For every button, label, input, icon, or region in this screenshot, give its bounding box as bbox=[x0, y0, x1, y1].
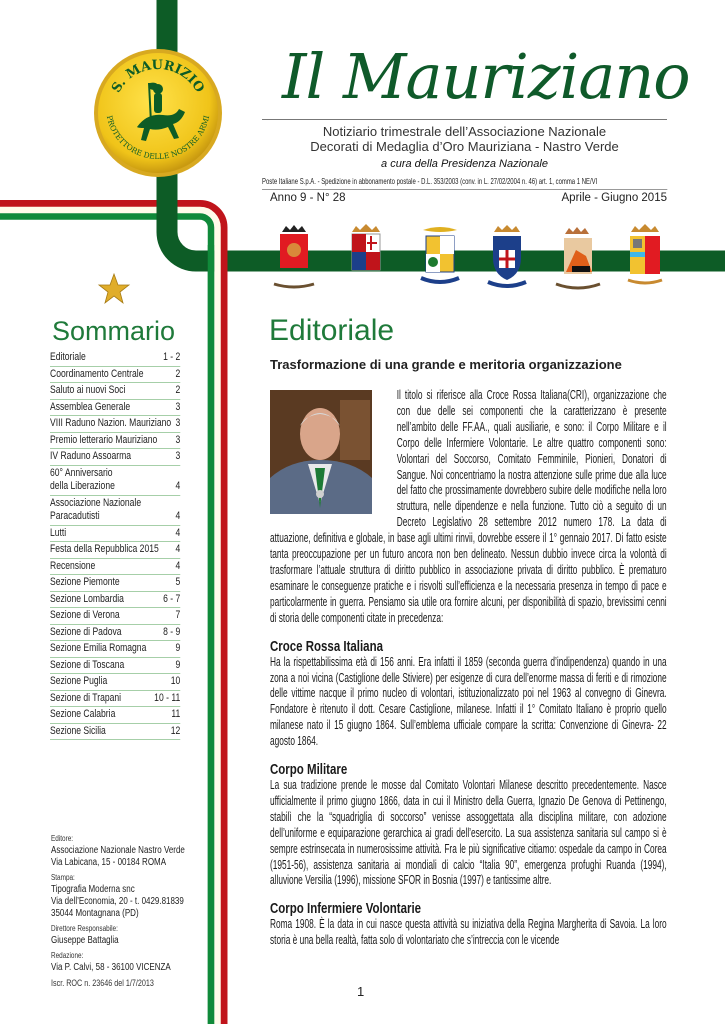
publication-credits bbox=[51, 830, 203, 989]
toc-item[interactable] bbox=[50, 707, 180, 724]
toc-item-page: 10 bbox=[170, 675, 181, 687]
toc-item-page: 3 bbox=[175, 400, 181, 413]
toc-item[interactable] bbox=[50, 526, 180, 543]
article-heading: Editoriale bbox=[269, 314, 395, 347]
toc-item-label: Sezione di Trapani bbox=[50, 691, 122, 704]
carabinieri-coat-of-arms-icon bbox=[484, 222, 530, 298]
toc-item[interactable] bbox=[50, 350, 180, 367]
toc-item-label: Associazione Nazionale Paracadutisti bbox=[50, 496, 142, 522]
toc-item-label: Festa della Repubblica 2015 bbox=[50, 543, 159, 555]
toc-item-page: 11 bbox=[171, 708, 181, 720]
toc-item-label: Sezione di Toscana bbox=[50, 658, 125, 671]
toc-item[interactable] bbox=[50, 416, 180, 433]
toc-item[interactable] bbox=[50, 575, 180, 592]
section-paragraph: Ha la rispettabilissima età di 156 anni. Era infatti il 1859 (seconda guerra d’indipendenza) quando in una zona a noi vicina (Castiglione delle Stiviere) per esigenze di cura dell’enorme massa di feriti e di rimozione delle vittime nacque il primo nucleo di volontari, istituzionalizzato poi nel 1963 al convegno di Ginevra. Fondatore è ritenuto il dott. Cesare Castiglione, milanese. Infatti il 1° Comitato Italiano è proprio quello milanese nato il 15 giugno 1864. Sull’emblema ufficiale compare la scritta: Convenzione di Ginevra- 22 agosto 1864. bbox=[270, 654, 667, 749]
toc-item-label: Sezione Emilia Romagna bbox=[50, 642, 147, 654]
toc-item-page: 4 bbox=[175, 510, 181, 522]
postal-notice: Poste Italiane S.p.A. - Spedizione in abbonamento postale - D.L. 353/2003 (conv. in L. 27/02/2004 n. 46) art. 1, comma 1 NE/VI bbox=[262, 176, 667, 190]
table-of-contents bbox=[50, 350, 180, 740]
toc-item[interactable] bbox=[50, 625, 180, 642]
editor-label: Editore: bbox=[51, 834, 74, 843]
police-coat-of-arms-icon bbox=[622, 222, 668, 298]
article-intro: Il titolo si riferisce alla Croce Rossa Italiana(CRI), organizzazione che con due delle sei componenti che la caratterizzano è presente nell’ambito delle FF.AA., quali ausiliarie, e sono: il Corpo Militare e il Corpo delle Infermiere Volontarie. Le altre quattro componenti sono: Volontari del Soccorso, Comitato Femminile, Pionieri, Donatori di Sangue. Noi concentriamo la nostra attenzione sulle prime due alla luce del fatto che prossimamente dovrebbero subire delle modifiche nella loro struttura, nelle dipendenze e nella funzione. Tutto ciò a seguito di un Decreto Legislativo 28 settembre 2012 numero 178. La data di attuazione, definitiva e globale, in base agli ultimi rinvii, dovrebbe essere il 1° gennaio 2017. Di fatto esiste tanta preoccupazione per un futuro ancora non ben delineato. Nessun dubbio invece circa la volontà di trasformare l’attuale struttura di diritto pubblico in associazione privata di diritto pubblico. È prematuro esaminare le conseguenze pratiche e i risvolti sull’efficienza e la necessaria presenza in tempo di pace e particolarmente in guerra. Pensiamo sia utile ora fornire alcuni, per disponibilità di spazio, brevissimi cenni di storia delle componenti citate in precedenza: bbox=[270, 388, 667, 625]
toc-item-page: 9 bbox=[175, 658, 181, 671]
redaction-address: Via P. Calvi, 58 - 36100 VICENZA bbox=[51, 962, 171, 973]
coats-of-arms-row bbox=[262, 222, 682, 302]
toc-item[interactable] bbox=[50, 559, 180, 576]
issue-period: Aprile - Giugno 2015 bbox=[561, 192, 667, 204]
toc-item-page: 3 bbox=[175, 433, 181, 446]
toc-item[interactable] bbox=[50, 496, 180, 526]
toc-item-label: Sezione di Padova bbox=[50, 625, 122, 638]
article-subheading: Trasformazione di una grande e meritoria organizzazione bbox=[270, 357, 622, 372]
toc-item-label: IV Raduno Assoarma bbox=[50, 450, 132, 462]
director-name: Giuseppe Battaglia bbox=[51, 935, 119, 946]
toc-item-page: 4 bbox=[175, 480, 181, 492]
toc-item[interactable] bbox=[50, 592, 180, 609]
section-heading: Croce Rossa Italiana bbox=[270, 638, 383, 655]
finance-guard-coat-of-arms-icon bbox=[552, 222, 602, 298]
san-maurizio-medal-logo bbox=[92, 47, 224, 179]
toc-item-label: Editoriale bbox=[50, 351, 86, 363]
toc-item-page: 4 bbox=[175, 526, 181, 539]
army-coat-of-arms-icon bbox=[272, 222, 316, 298]
toc-item[interactable] bbox=[50, 466, 180, 496]
toc-item-label: Sezione Lombardia bbox=[50, 592, 124, 605]
toc-item[interactable] bbox=[50, 433, 180, 450]
sommario-title: Sommario bbox=[52, 316, 176, 346]
toc-item-page: 7 bbox=[175, 609, 181, 621]
svg-text:S. MAURIZIO: S. MAURIZIO bbox=[109, 57, 207, 96]
issue-number: Anno 9 - N° 28 bbox=[270, 192, 346, 204]
roc-registration: Iscr. ROC n. 23646 del 1/7/2013 bbox=[51, 978, 154, 988]
toc-item-page: 4 bbox=[175, 543, 181, 555]
section-paragraph: Roma 1908. È la data in cui nasce questa attività su iniziativa della Regina Margherita di Savoia. La loro storia è una bella realtà, fatta solo di volontariato che s’intreccia con le vicende bbox=[270, 917, 667, 948]
toc-item[interactable] bbox=[50, 608, 180, 625]
toc-item-label: Lutti bbox=[50, 526, 67, 539]
article-body bbox=[270, 388, 667, 949]
section-heading: Corpo Militare bbox=[270, 762, 348, 779]
toc-item-page: 1 - 2 bbox=[163, 351, 181, 363]
toc-item[interactable] bbox=[50, 674, 180, 691]
subtitle-line-1: Notiziario trimestrale dell’Associazione Nazionale bbox=[322, 124, 607, 139]
toc-item-page: 10 - 11 bbox=[154, 691, 181, 704]
toc-item-page: 12 bbox=[170, 724, 181, 737]
toc-item-label: Sezione di Verona bbox=[50, 609, 120, 621]
toc-item-label: Assemblea Generale bbox=[50, 400, 131, 413]
toc-item[interactable] bbox=[50, 658, 180, 675]
toc-item-page: 8 - 9 bbox=[163, 625, 181, 638]
toc-item-label: VIII Raduno Nazion. Mauriziano bbox=[50, 417, 172, 429]
printer-name: Tipografia Moderna snc bbox=[51, 884, 135, 895]
toc-item[interactable] bbox=[50, 542, 180, 559]
toc-item[interactable] bbox=[50, 691, 180, 708]
toc-item-page: 4 bbox=[175, 559, 181, 572]
toc-item-page: 6 - 7 bbox=[163, 592, 181, 605]
toc-item[interactable] bbox=[50, 724, 180, 741]
navy-coat-of-arms-icon bbox=[344, 222, 388, 298]
editor-address: Via Labicana, 15 - 00184 ROMA bbox=[51, 857, 167, 868]
toc-item-label: Sezione Piemonte bbox=[50, 576, 120, 588]
toc-item-page: 2 bbox=[175, 384, 181, 396]
toc-item-label: Saluto ai nuovi Soci bbox=[50, 384, 126, 396]
header-rule bbox=[262, 119, 667, 120]
toc-item[interactable] bbox=[50, 367, 180, 384]
toc-item-label: Sezione Sicilia bbox=[50, 724, 106, 737]
air-force-coat-of-arms-icon bbox=[417, 222, 463, 298]
toc-item-label: Coordinamento Centrale bbox=[50, 367, 144, 380]
svg-text:PROTETTORE DELLE NOSTRE ARMI: PROTETTORE DELLE NOSTRE ARMI bbox=[104, 114, 212, 162]
section-heading: Corpo Infermiere Volontarie bbox=[270, 901, 422, 918]
redaction-label: Redazione: bbox=[51, 951, 84, 960]
toc-item[interactable] bbox=[50, 400, 180, 417]
toc-item-label: 60° Anniversario della Liberazione bbox=[50, 466, 115, 492]
printer-city: 35044 Montagnana (PD) bbox=[51, 908, 139, 919]
subtitle-line-2: Decorati di Medaglia d’Oro Mauriziana - Nastro Verde bbox=[310, 139, 619, 154]
toc-item-label: Recensione bbox=[50, 559, 96, 572]
toc-item-page: 3 bbox=[175, 450, 181, 462]
page-number: 1 bbox=[357, 984, 365, 999]
toc-item-page: 5 bbox=[175, 576, 181, 588]
section-paragraph: La sua tradizione prende le mosse dal Comitato Volontari Milanese descritto precedentemente. Nasce ufficialmente il primo giugno 1866, data in cui il Ministro della Guerra, Ignazio De Genova di Pettinengo, stabilì che la “squadriglia di soccorso” venisse assoggettata alla disciplina militare, con adozione dell’uniforme e equiparazione gerarchica ai gradi dell’esercito. La sua assistenza sanitaria sul campo si è sempre estrinsecata in numerosissime attività. Fra le più significative citiamo: ospedale da campo in Corea (1951-56), assistenza sanitaria ai mondiali di calcio “Italia 90”, emergenza profughi Ruanda (1994), alluvione Versilia (1996), missione SFOR in Bosnia (1997) e tantissime altre. bbox=[270, 778, 667, 888]
toc-item[interactable] bbox=[50, 641, 180, 658]
director-label: Direttore Responsabile: bbox=[51, 924, 118, 933]
toc-item-label: Premio letterario Mauriziano bbox=[50, 433, 158, 446]
gold-star-icon bbox=[97, 272, 131, 306]
toc-item-label: Sezione Calabria bbox=[50, 708, 116, 720]
toc-item-page: 2 bbox=[175, 367, 181, 380]
toc-item-label: Sezione Puglia bbox=[50, 675, 108, 687]
printer-address: Via dell’Economia, 20 - t. 0429.81839 bbox=[51, 896, 184, 907]
toc-item[interactable] bbox=[50, 449, 180, 466]
curated-by: a cura della Presidenza Nazionale bbox=[381, 158, 548, 170]
print-label: Stampa: bbox=[51, 873, 75, 882]
toc-item[interactable] bbox=[50, 383, 180, 400]
toc-item-page: 3 bbox=[175, 417, 181, 429]
editor-name: Associazione Nazionale Nastro Verde bbox=[51, 845, 185, 856]
toc-item-page: 9 bbox=[175, 642, 181, 654]
newsletter-title: Il Mauriziano bbox=[282, 40, 690, 113]
